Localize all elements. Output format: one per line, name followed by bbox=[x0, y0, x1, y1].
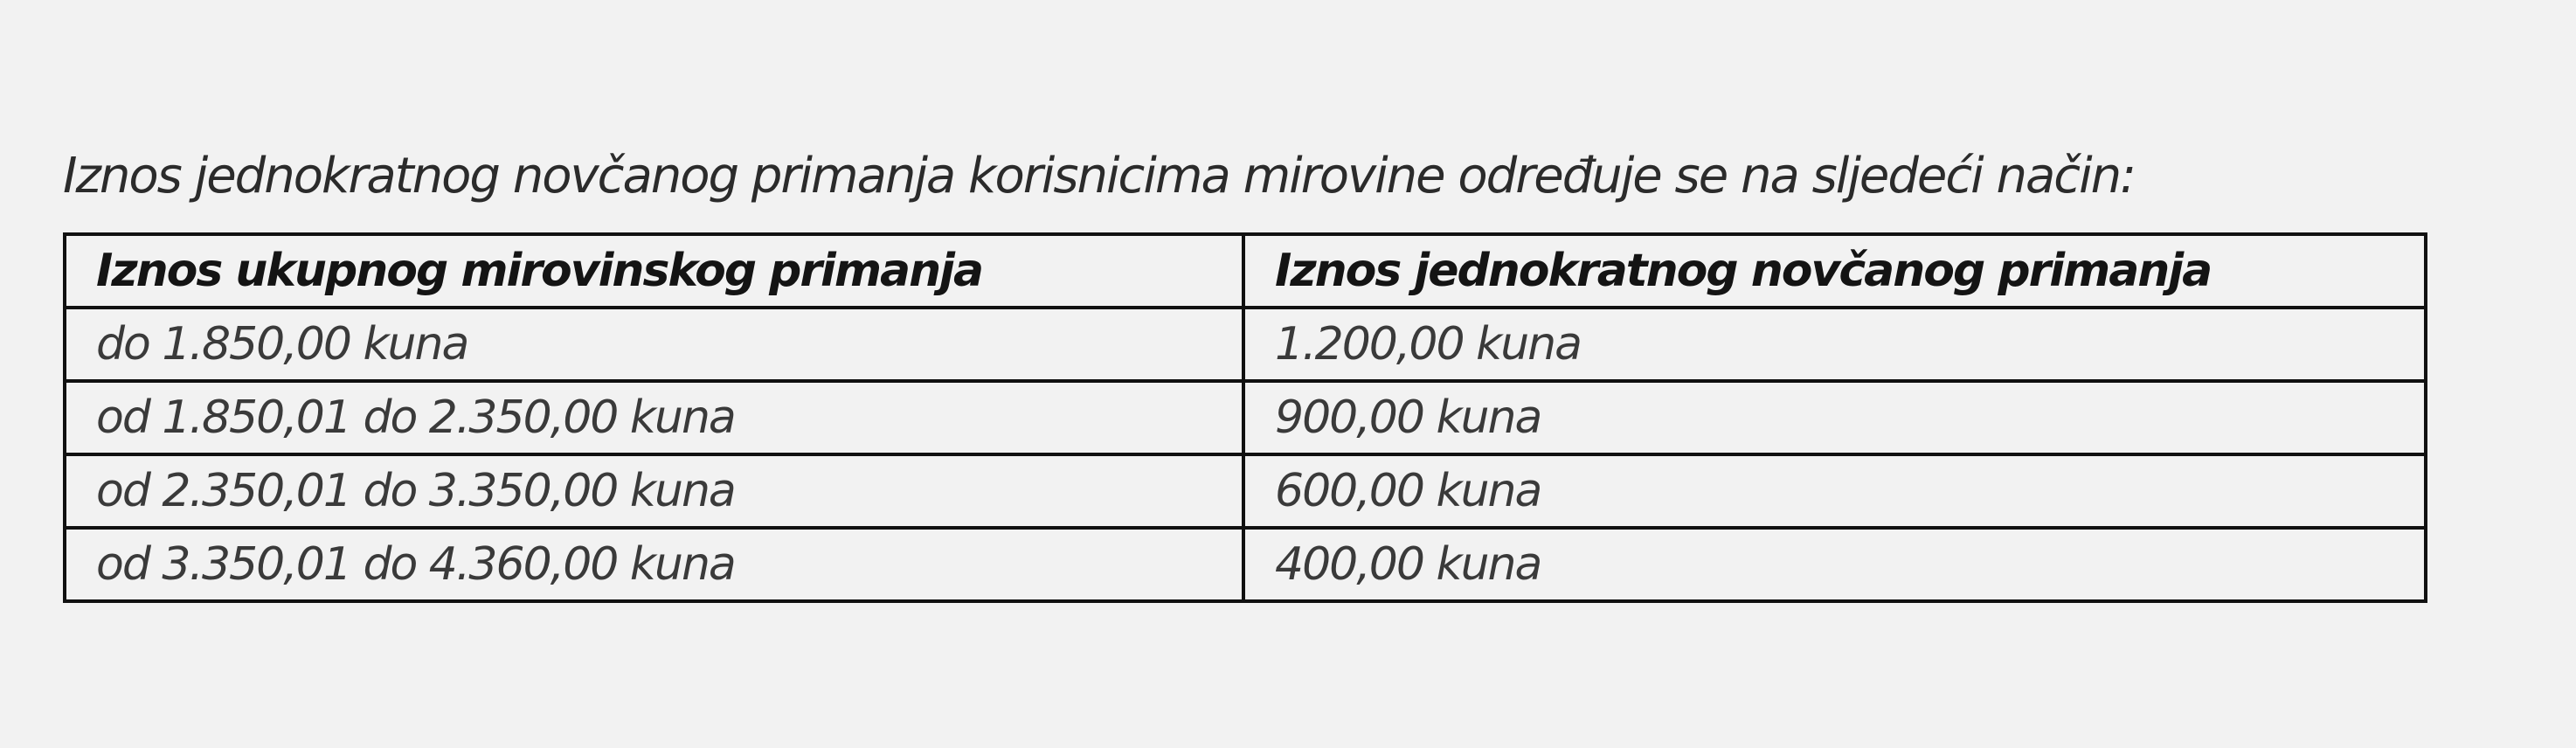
table-row bbox=[65, 308, 2426, 381]
header-one-time-payment: Iznos jednokratnog novčanog primanja bbox=[1243, 234, 2426, 308]
payment-amount-cell: 600,00 kuna bbox=[1243, 454, 2426, 528]
table-header-row bbox=[65, 234, 2426, 308]
table-row bbox=[65, 454, 2426, 528]
payment-table bbox=[63, 232, 2427, 603]
table-row bbox=[65, 528, 2426, 601]
payment-amount-cell: 900,00 kuna bbox=[1243, 381, 2426, 454]
pension-range-cell: do 1.850,00 kuna bbox=[65, 308, 1243, 381]
table-row bbox=[65, 381, 2426, 454]
payment-amount-cell: 400,00 kuna bbox=[1243, 528, 2426, 601]
pension-range-cell: od 3.350,01 do 4.360,00 kuna bbox=[65, 528, 1243, 601]
header-total-pension: Iznos ukupnog mirovinskog primanja bbox=[65, 234, 1243, 308]
pension-range-cell: od 2.350,01 do 3.350,00 kuna bbox=[65, 454, 1243, 528]
pension-range-cell: od 1.850,01 do 2.350,00 kuna bbox=[65, 381, 1243, 454]
payment-amount-cell: 1.200,00 kuna bbox=[1243, 308, 2426, 381]
intro-text: Iznos jednokratnog novčanog primanja korisnicima mirovine određuje se na sljedeći način: bbox=[63, 148, 2135, 204]
